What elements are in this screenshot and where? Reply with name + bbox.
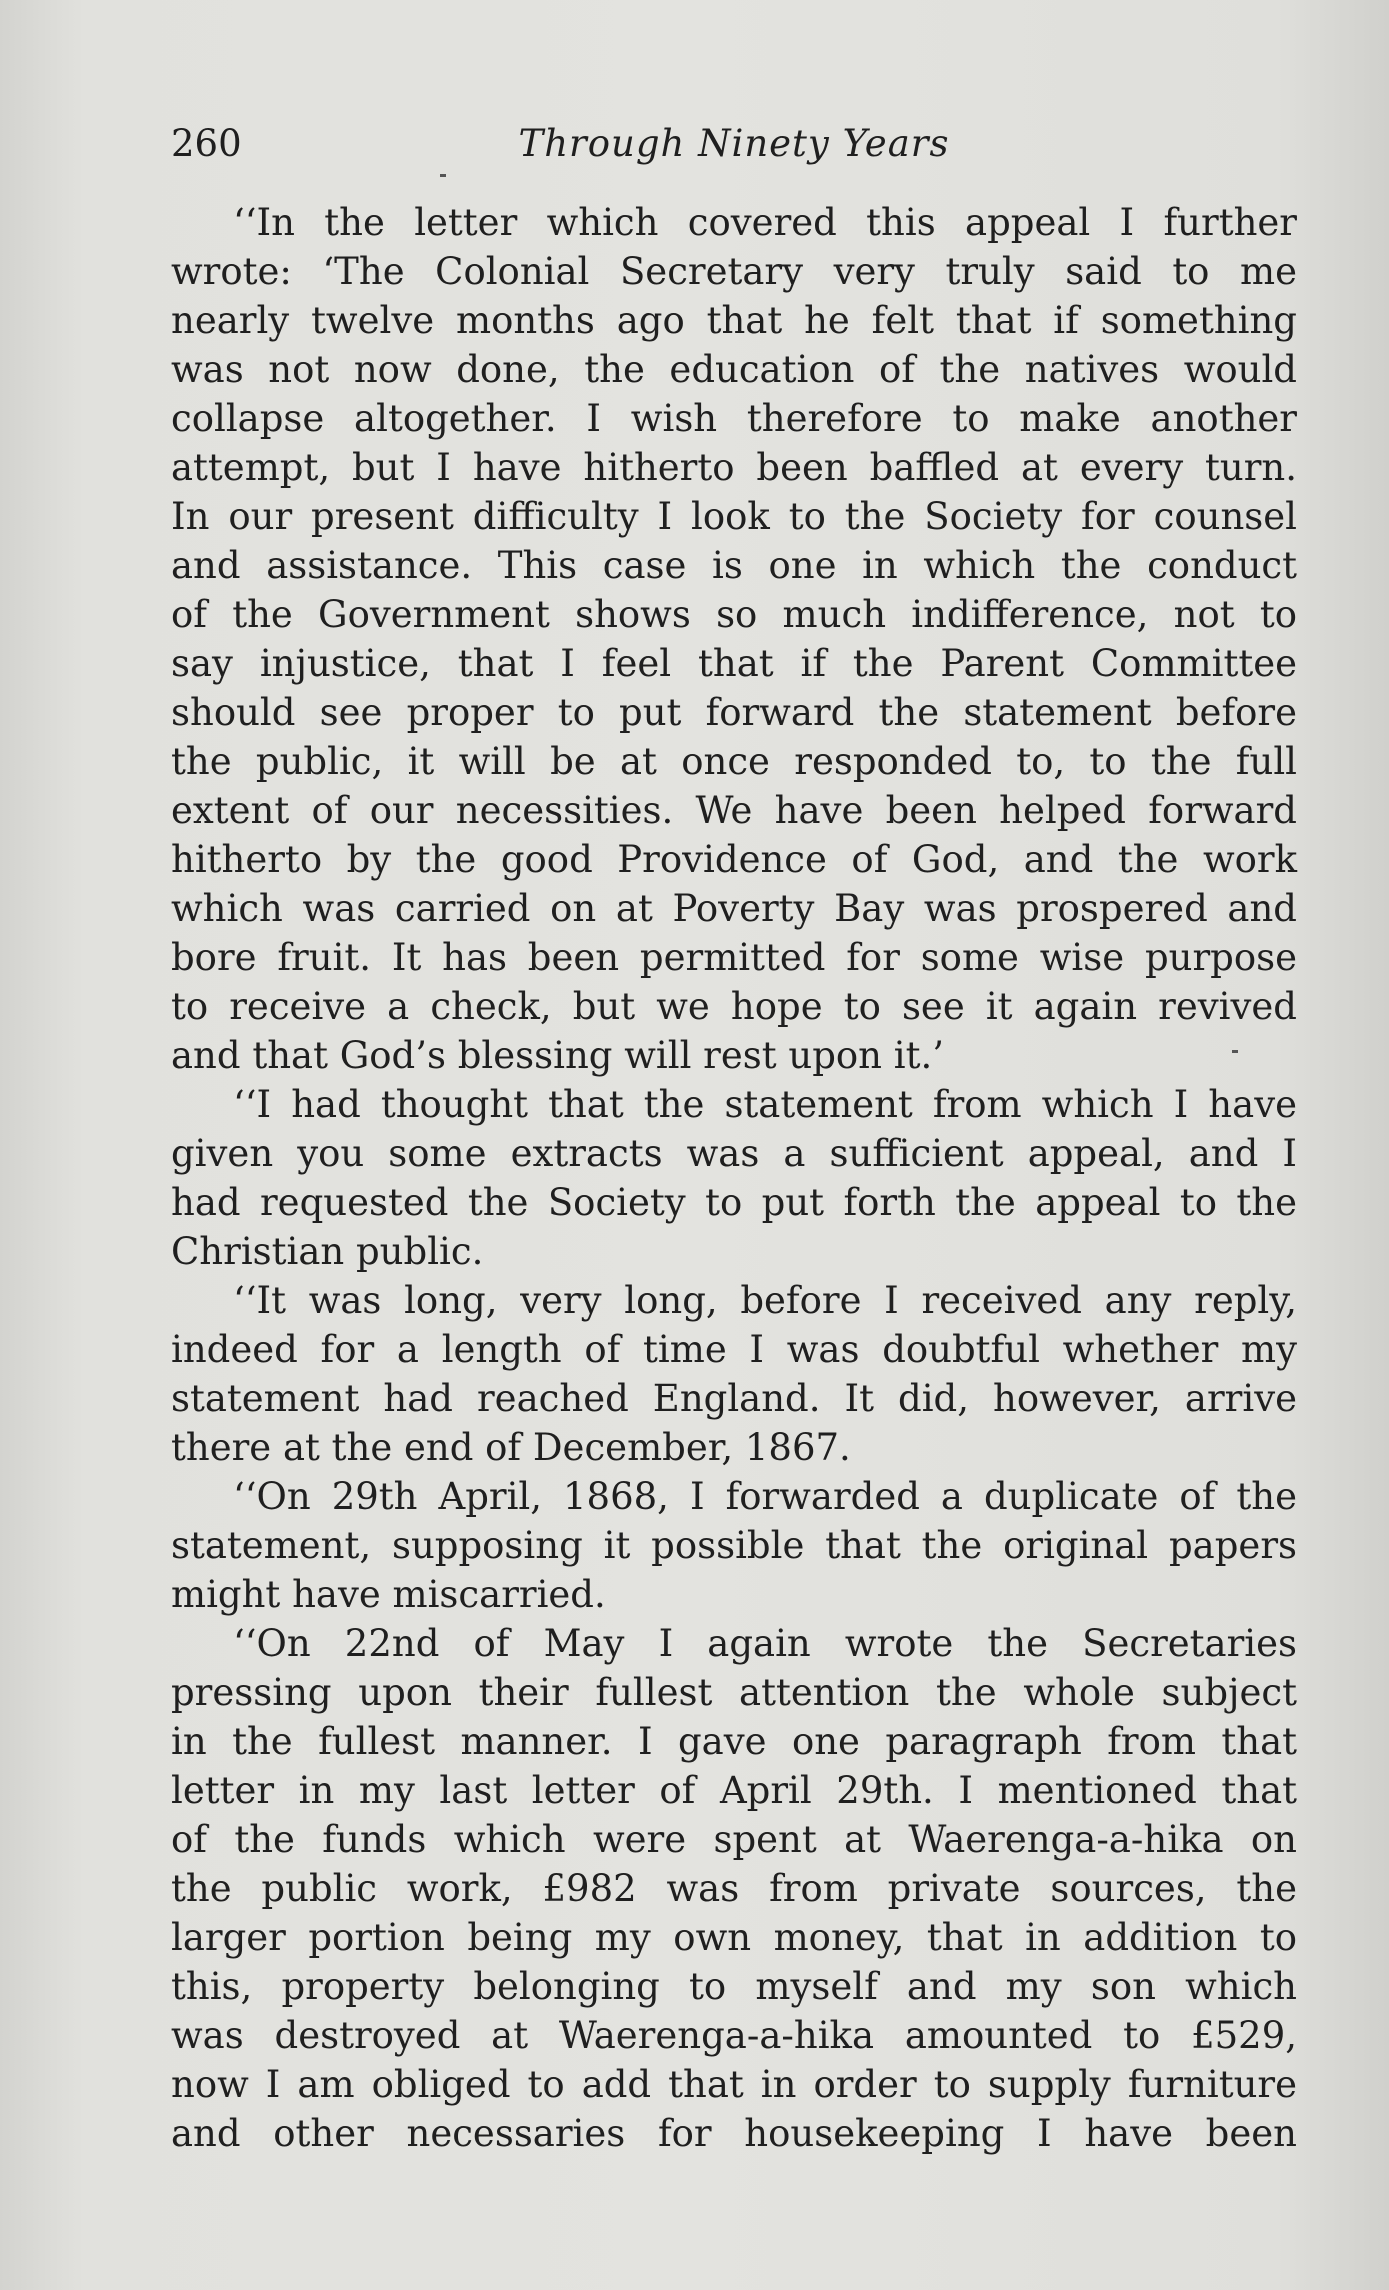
body-text xyxy=(171,198,1297,2158)
text-line: ‘‘On 22nd of May I again wrote the Secretaries xyxy=(233,1622,1297,1665)
page-header xyxy=(171,116,1297,172)
text-line: was not now done, the education of the natives would xyxy=(171,348,1297,391)
text-line: was destroyed at Waerenga-a-hika amounted to £529, xyxy=(171,2014,1297,2057)
text-line: and that God’s blessing will rest upon it.’ xyxy=(171,1034,944,1077)
paper-speck xyxy=(440,174,446,177)
text-line: extent of our necessities. We have been helped forward xyxy=(171,789,1297,832)
text-line: In our present difficulty I look to the Society for counsel xyxy=(171,495,1297,538)
running-title: Through Ninety Years xyxy=(518,122,950,165)
text-line: say injustice, that I feel that if the Parent Committee xyxy=(171,642,1297,685)
text-line: which was carried on at Poverty Bay was prospered and xyxy=(171,887,1297,930)
text-line: to receive a check, but we hope to see it again revived xyxy=(171,985,1297,1028)
text-line: statement had reached England. It did, however, arrive xyxy=(171,1377,1297,1420)
text-line: should see proper to put forward the statement before xyxy=(171,691,1297,734)
text-line: larger portion being my own money, that in addition to xyxy=(171,1916,1297,1959)
text-line: wrote: ‘The Colonial Secretary very truly said to me xyxy=(171,250,1297,293)
text-line: indeed for a length of time I was doubtful whether my xyxy=(171,1328,1297,1371)
text-line: nearly twelve months ago that he felt that if something xyxy=(171,299,1297,342)
text-line: ‘‘In the letter which covered this appeal I further xyxy=(233,201,1297,244)
text-line: attempt, but I have hitherto been baffled at every turn. xyxy=(171,446,1297,489)
text-line: pressing upon their fullest attention the whole subject xyxy=(171,1671,1297,1714)
text-line: the public, it will be at once responded to, to the full xyxy=(171,740,1297,783)
paper-speck xyxy=(1232,1050,1238,1053)
text-line: had requested the Society to put forth the appeal to the xyxy=(171,1181,1297,1224)
text-line: this, property belonging to myself and my son which xyxy=(171,1965,1297,2008)
text-line: of the Government shows so much indifference, not to xyxy=(171,593,1297,636)
text-line: there at the end of December, 1867. xyxy=(171,1426,851,1469)
text-line: bore fruit. It has been permitted for some wise purpose xyxy=(171,936,1297,979)
text-line: given you some extracts was a sufficient appeal, and I xyxy=(171,1132,1297,1175)
text-line: and other necessaries for housekeeping I have been xyxy=(171,2112,1297,2155)
paragraph xyxy=(171,1619,1297,2158)
text-line: hitherto by the good Providence of God, and the work xyxy=(171,838,1297,881)
text-line: Christian public. xyxy=(171,1230,484,1273)
text-line: might have miscarried. xyxy=(171,1573,606,1616)
text-line: ‘‘It was long, very long, before I received any reply, xyxy=(233,1279,1297,1322)
text-line: ‘‘On 29th April, 1868, I forwarded a duplicate of the xyxy=(233,1475,1297,1518)
text-line: statement, supposing it possible that the original papers xyxy=(171,1524,1297,1567)
paragraph xyxy=(171,1472,1297,1619)
paragraph xyxy=(171,198,1297,1080)
text-line: ‘‘I had thought that the statement from which I have xyxy=(233,1083,1297,1126)
paragraph xyxy=(171,1080,1297,1276)
text-line: of the funds which were spent at Waerenga-a-hika on xyxy=(171,1818,1297,1861)
text-line: the public work, £982 was from private sources, the xyxy=(171,1867,1297,1910)
text-line: and assistance. This case is one in which the conduct xyxy=(171,544,1297,587)
text-line: collapse altogether. I wish therefore to make another xyxy=(171,397,1297,440)
text-line: now I am obliged to add that in order to supply furniture xyxy=(171,2063,1297,2106)
text-line: in the fullest manner. I gave one paragraph from that xyxy=(171,1720,1297,1763)
paragraph xyxy=(171,1276,1297,1472)
page-number: 260 xyxy=(171,122,242,165)
text-line: letter in my last letter of April 29th. I mentioned that xyxy=(171,1769,1297,1812)
